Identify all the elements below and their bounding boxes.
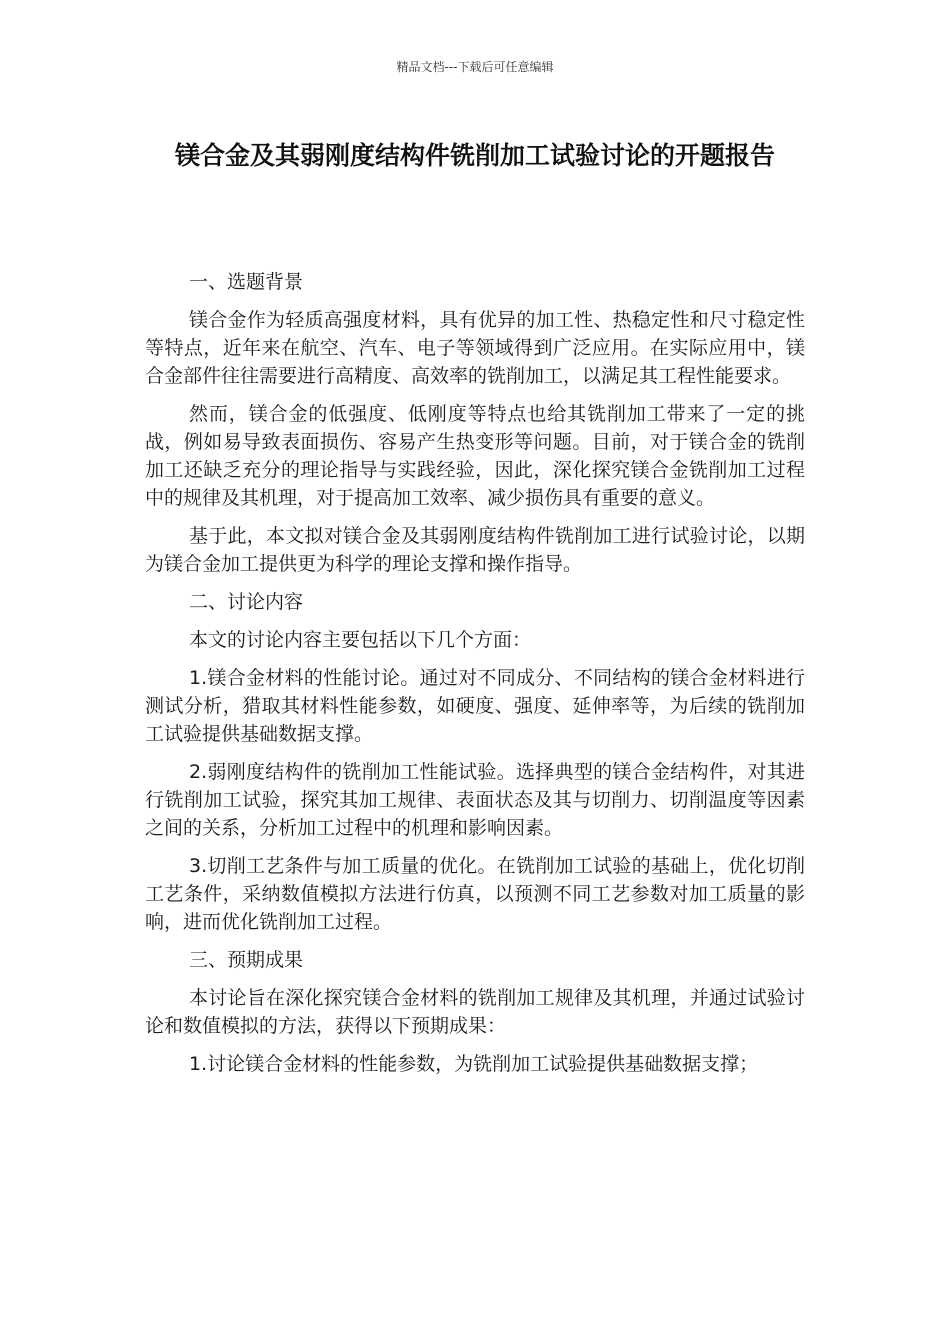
list-item: 2.弱刚度结构件的铣削加工性能试验。选择典型的镁合金结构件，对其进行铣削加工试验，探究其加工规律、表面状态及其与切削力、切削温度等因素之间的关系，分析加工过程中的机理和影响因素。 (145, 761, 805, 839)
list-item: 1.讨论镁合金材料的性能参数，为铣削加工试验提供基础数据支撑； (189, 1053, 759, 1075)
document-title: 镁合金及其弱刚度结构件铣削加工试验讨论的开题报告 (174, 141, 775, 170)
page-header-note: 精品文档---下载后可任意编辑 (396, 60, 554, 74)
list-item: 3.切削工艺条件与加工质量的优化。在铣削加工试验的基础上，优化切削工艺条件，采纳数值模拟方法进行仿真，以预测不同工艺参数对加工质量的影响，进而优化铣削加工过程。 (145, 855, 805, 933)
paragraph: 本文的讨论内容主要包括以下几个方面： (189, 629, 532, 651)
list-item: 1.镁合金材料的性能讨论。通过对不同成分、不同结构的镁合金材料进行测试分析，猎取其材料性能参数，如硬度、强度、延伸率等，为后续的铣削加工试验提供基础数据支撑。 (145, 667, 805, 745)
section-heading-content: 二、讨论内容 (189, 591, 304, 613)
document-body (145, 268, 805, 1088)
section-heading-background: 一、选题背景 (189, 271, 304, 293)
paragraph: 然而，镁合金的低强度、低刚度等特点也给其铣削加工带来了一定的挑战，例如易导致表面损伤、容易产生热变形等问题。目前，对于镁合金的铣削加工还缺乏充分的理论指导与实践经验，因此，深化探究镁合金铣削加工过程中的规律及其机理，对于提高加工效率、减少损伤具有重要的意义。 (145, 403, 805, 509)
paragraph: 镁合金作为轻质高强度材料，具有优异的加工性、热稳定性和尺寸稳定性等特点，近年来在航空、汽车、电子等领域得到广泛应用。在实际应用中，镁合金部件往往需要进行高精度、高效率的铣削加工，以满足其工程性能要求。 (145, 309, 805, 387)
paragraph: 基于此，本文拟对镁合金及其弱刚度结构件铣削加工进行试验讨论，以期为镁合金加工提供更为科学的理论支撑和操作指导。 (145, 525, 805, 575)
section-heading-results: 三、预期成果 (189, 949, 304, 971)
paragraph: 本讨论旨在深化探究镁合金材料的铣削加工规律及其机理，并通过试验讨论和数值模拟的方法，获得以下预期成果： (145, 987, 805, 1037)
